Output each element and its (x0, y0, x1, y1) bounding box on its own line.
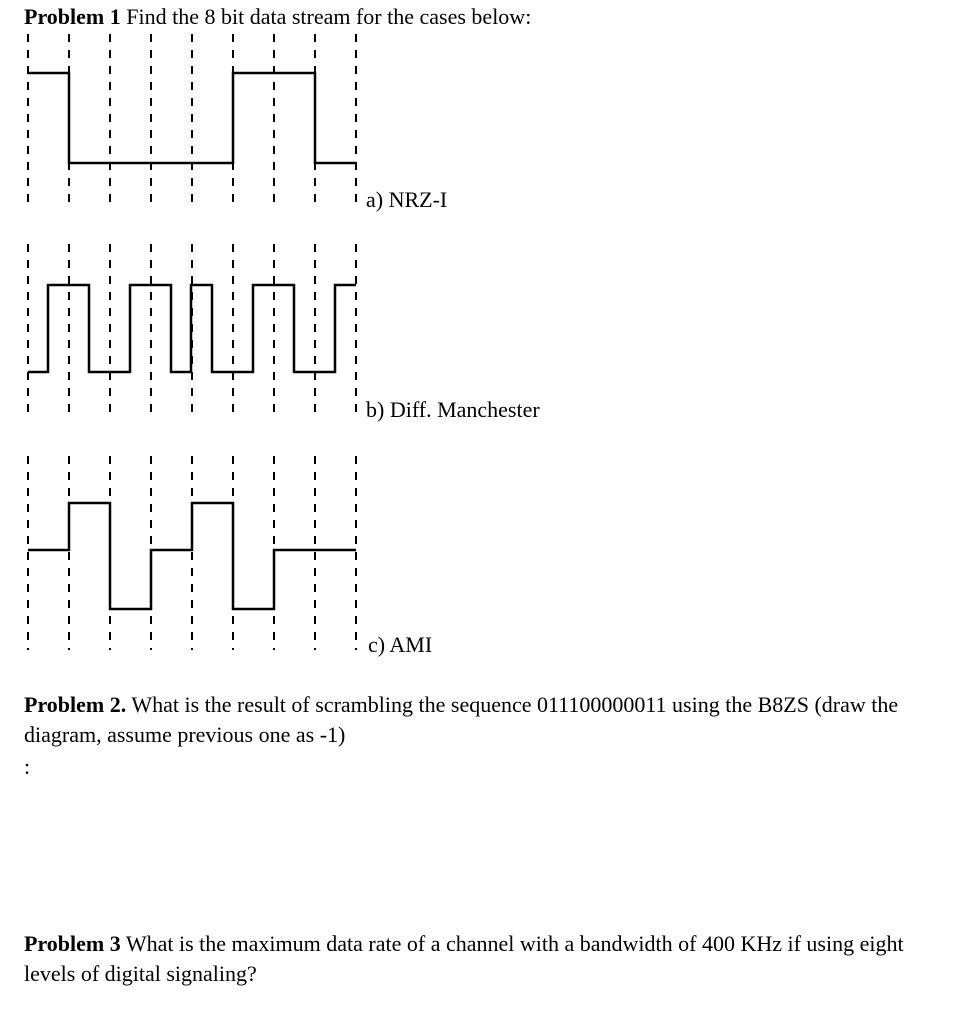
diff-manchester-diagram (0, 240, 380, 425)
problem-3-paragraph (24, 929, 954, 989)
problem-1-heading (24, 2, 531, 32)
ami-diagram (0, 452, 380, 657)
case-b-label: b) Diff. Manchester (366, 397, 540, 422)
problem-1-label: Problem 1 (24, 4, 121, 29)
case-c-label: c) AMI (368, 632, 433, 657)
bit-boundary-gridlines (28, 34, 356, 210)
problem-2-colon: : (24, 754, 31, 779)
diff-manchester-signal (28, 285, 356, 372)
problem-1-text: Find the 8 bit data stream for the cases below: (120, 4, 532, 29)
case-a-label: a) NRZ-I (366, 187, 448, 212)
problem-3-text: What is the maximum data rate of a channel with a bandwidth of 400 KHz if using eight levels of digital signaling? (24, 931, 904, 986)
problem-2-label: Problem 2. (24, 692, 127, 717)
problem-2-text: What is the result of scrambling the sequence 011100000011 using the B8ZS (draw the diagram, assume previous one as -1) (24, 692, 899, 747)
bit-boundary-gridlines (28, 456, 356, 650)
problem-2-paragraph (24, 690, 954, 750)
problem-3-label: Problem 3 (24, 931, 121, 956)
nrz-i-diagram (0, 30, 380, 215)
